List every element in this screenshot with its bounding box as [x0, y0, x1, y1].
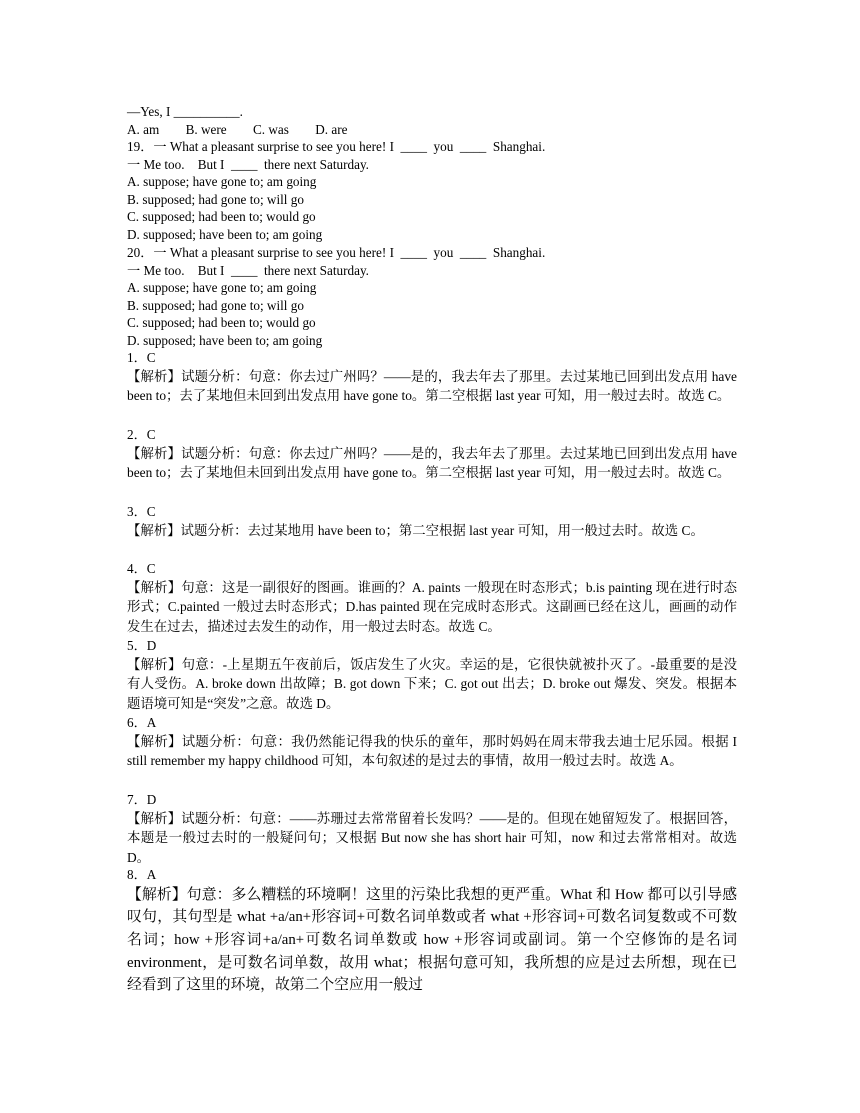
question-stem: 20．一 What a pleasant surprise to see you here! I ____ you ____ Shanghai.: [127, 245, 546, 260]
answer-number: 5．D: [127, 638, 157, 653]
answer-analysis: 【解析】试题分析：去过某地用 have been to；第二空根据 last year 可知，用一般过去时。故选 C。: [127, 522, 704, 538]
answer-analysis: 【解析】句意：多么糟糕的环境啊！这里的污染比我想的更严重。What 和 How 都可以引导感叹句，其句型是 what +a/an+形容词+可数名词单数或者 what +形容词+可数名词复数或不可数名词；how +形容词+a/an+可数名词单数或 how +形容词或副词。第一个空修饰的是名词 environment，是可数名词单数，故用 what；根据句意可知，我所想的应是过去所想，现在已经看到了这里的环境，故第二个空应用一般过: [127, 886, 737, 994]
option-a: A. suppose; have gone to; am going: [127, 280, 317, 295]
answer-number: 2．C: [127, 427, 156, 442]
question-18-tail: [127, 103, 737, 138]
answer-5: [127, 637, 737, 714]
option-c: C. supposed; had been to; would go: [127, 315, 316, 330]
answer-4: [127, 560, 737, 637]
answer-analysis: 【解析】句意：-上星期五午夜前后，饭店发生了火灾。幸运的是，它很快就被扑灭了。-最重要的是没有人受伤。A. broke down 出故障；B. got down 下来；C. got out 出去；D. broke out 爆发、突发。根据本题语境可知是“突发”之意。故选 D。: [127, 656, 737, 711]
option-d: D. supposed; have been to; am going: [127, 332, 323, 348]
answer-number: 3．C: [127, 504, 156, 519]
option-c: C. supposed; had been to; would go: [127, 209, 316, 224]
answer-1: [127, 349, 737, 406]
answer-8: [127, 866, 737, 997]
question-19: [127, 138, 737, 243]
question-stem: 19．一 What a pleasant surprise to see you here! I ____ you ____ Shanghai.: [127, 139, 546, 154]
option-d: D. supposed; have been to; am going: [127, 226, 323, 242]
answer-number: 6．A: [127, 715, 157, 730]
answer-2: [127, 426, 737, 483]
question-reply: 一 Me too. But I ____ there next Saturday.: [127, 262, 369, 278]
option-b: B. supposed; had gone to; will go: [127, 297, 304, 313]
option-b: B. supposed; had gone to; will go: [127, 191, 304, 207]
answer-analysis: 【解析】试题分析：句意：你去过广州吗？——是的，我去年去了那里。去过某地已回到出发点用 have been to；去了某地但未回到出发点用 have gone to。第二空根据 last year 可知，用一般过去时。故选 C。: [127, 368, 737, 404]
answer-number: 7．D: [127, 792, 157, 807]
option-a: A. suppose; have gone to; am going: [127, 174, 317, 189]
answer-3: [127, 503, 737, 540]
answer-analysis: 【解析】试题分析：句意：——苏珊过去常常留着长发吗？——是的。但现在她留短发了。根据回答，本题是一般过去时的一般疑问句；又根据 But now she has short hair 可知，now 和过去常常相对。故选 D。: [127, 810, 737, 865]
question-reply: 一 Me too. But I ____ there next Saturday.: [127, 156, 369, 172]
options-line: A. am B. were C. was D. are: [127, 121, 348, 137]
answer-line: —Yes, I __________.: [127, 104, 243, 119]
answer-analysis: 【解析】句意：这是一副很好的图画。谁画的？A. paints 一般现在时态形式；b.is painting 现在进行时态形式；C.painted 一般过去时态形式；D.has painted 现在完成时态形式。这副画已经在这儿，画画的动作发生在过去，描述过去发生的动作，用一般过去时态。故选 C。: [127, 579, 737, 634]
answer-analysis: 【解析】试题分析：句意：你去过广州吗？——是的，我去年去了那里。去过某地已回到出发点用 have been to；去了某地但未回到出发点用 have gone to。第二空根据 last year 可知，用一般过去时。故选 C。: [127, 445, 737, 481]
answer-number: 8．A: [127, 867, 157, 882]
answer-number: 1．C: [127, 350, 156, 365]
answer-number: 4．C: [127, 561, 156, 576]
answer-analysis: 【解析】试题分析：句意：我仍然能记得我的快乐的童年，那时妈妈在周末带我去迪士尼乐园。根据 I still remember my happy childhood 可知，本句叙述的是过去的事情，故用一般过去时。故选 A。: [127, 733, 737, 769]
answer-6: [127, 714, 737, 771]
question-20: [127, 244, 737, 349]
answer-7: [127, 791, 737, 868]
